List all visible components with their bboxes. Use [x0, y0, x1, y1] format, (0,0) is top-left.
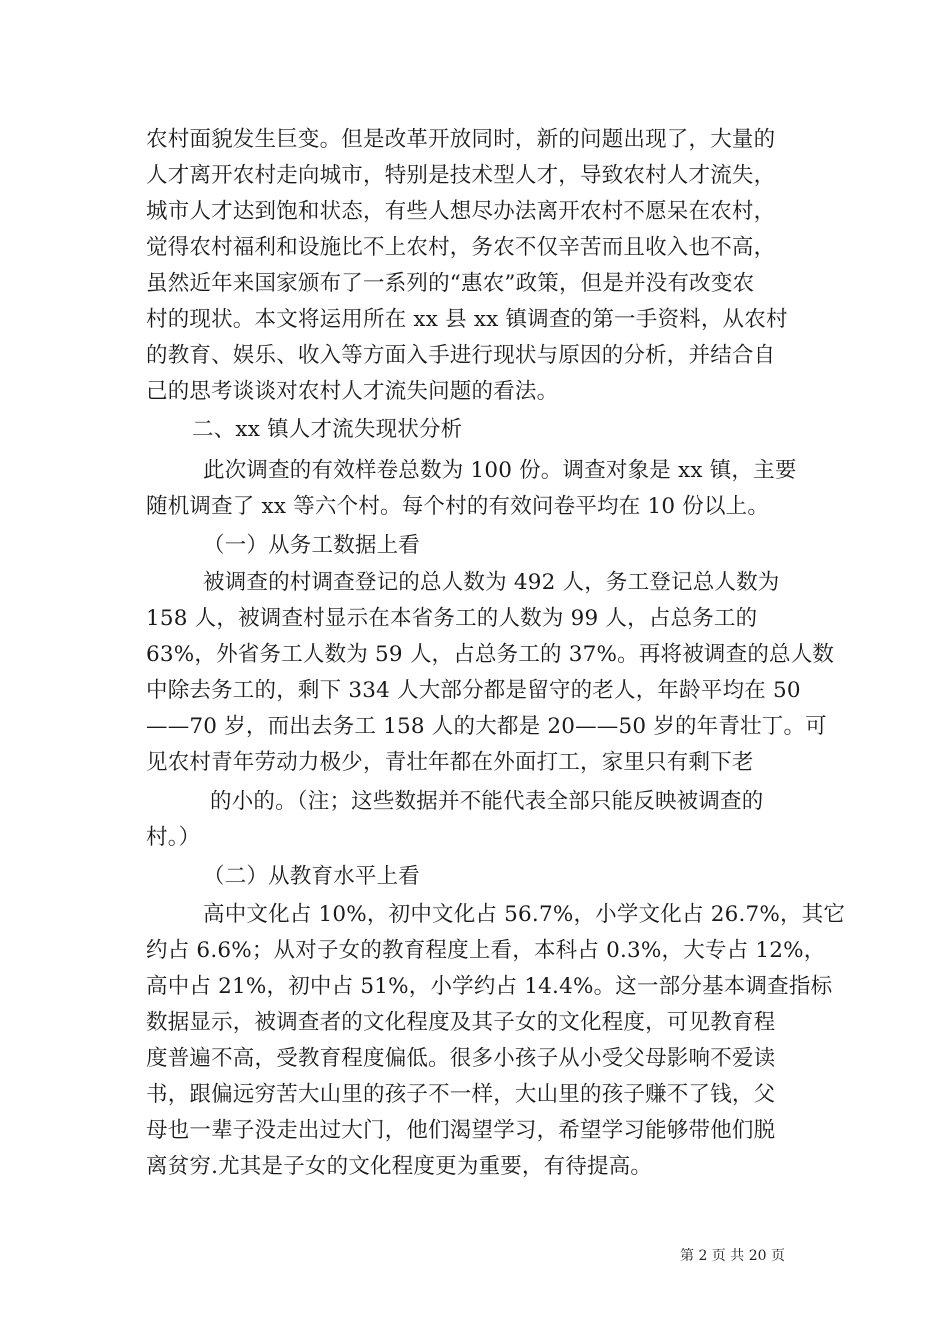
intro-line: 人才离开农村走向城市，特别是技术型人才，导致农村人才流失， [146, 163, 776, 188]
work-line: 见农村青年劳动力极少，青壮年都在外面打工，家里只有剩下老 [146, 750, 754, 775]
survey-line: 随机调查了 xx 等六个村。每个村的有效问卷平均在 10 份以上。 [146, 494, 770, 519]
intro-line: 的教育、娱乐、收入等方面入手进行现状与原因的分析，并结合自 [146, 343, 776, 368]
note-line: 村。） [146, 825, 201, 850]
intro-line: 城市人才达到饱和状态，有些人想尽办法离开农村不愿呆在农村， [146, 199, 776, 224]
intro-line: 村的现状。本文将运用所在 xx 县 xx 镇调查的第一手资料，从农村 [146, 307, 788, 332]
education-line: 离贫穷.尤其是子女的文化程度更为重要，有待提高。 [146, 1154, 653, 1179]
education-line: 数据显示，被调查者的文化程度及其子女的文化程度，可见教育程 [146, 1010, 776, 1035]
education-line: 高中占 21%，初中占 51%，小学约占 14.4%。这一部分基本调查指标 [146, 974, 833, 999]
intro-line: 己的思考谈谈对农村人才流失问题的看法。 [146, 379, 559, 404]
intro-line: 虽然近年来国家颁布了一系列的“惠农”政策，但是并没有改变农 [146, 271, 755, 296]
work-line: 63%，外省务工人数为 59 人，占总务工的 37%。再将被调查的总人数 [146, 642, 835, 667]
education-line: 约占 6.6%；从对子女的教育程度上看，本科占 0.3%，大专占 12%， [146, 938, 826, 963]
section-heading: 二、xx 镇人才流失现状分析 [192, 417, 463, 442]
intro-line: 农村面貌发生巨变。但是改革开放同时，新的问题出现了，大量的 [146, 127, 776, 152]
subsection-heading: （一）从务工数据上看 [203, 533, 421, 558]
note-line: 的小的。（注；这些数据并不能代表全部只能反映被调查的 [210, 789, 764, 814]
education-line: 高中文化占 10%，初中文化占 56.7%，小学文化占 26.7%，其它 [203, 902, 846, 927]
work-line: 被调查的村调查登记的总人数为 492 人，务工登记总人数为 [203, 570, 780, 595]
survey-line: 此次调查的有效样卷总数为 100 份。调查对象是 xx 镇，主要 [203, 458, 797, 483]
work-line: ——70 岁，而出去务工 158 人的大都是 20——50 岁的年青壮丁。可 [146, 714, 827, 739]
page-number: 第 2 页 共 20 页 [680, 1248, 785, 1264]
work-line: 中除去务工的，剩下 334 人大部分都是留守的老人，年龄平均在 50 [146, 678, 801, 703]
intro-line: 觉得农村福利和设施比不上农村，务农不仅辛苦而且收入也不高， [146, 235, 776, 260]
subsection-heading: （二）从教育水平上看 [203, 864, 421, 889]
education-line: 度普遍不高，受教育程度偏低。很多小孩子从小受父母影响不爱读 [146, 1046, 776, 1071]
work-line: 158 人，被调查村显示在本省务工的人数为 99 人，占总务工的 [146, 606, 758, 631]
education-line: 书，跟偏远穷苦大山里的孩子不一样，大山里的孩子赚不了钱，父 [146, 1082, 776, 1107]
education-line: 母也一辈子没走出过大门，他们渴望学习，希望学习能够带他们脱 [146, 1118, 776, 1143]
